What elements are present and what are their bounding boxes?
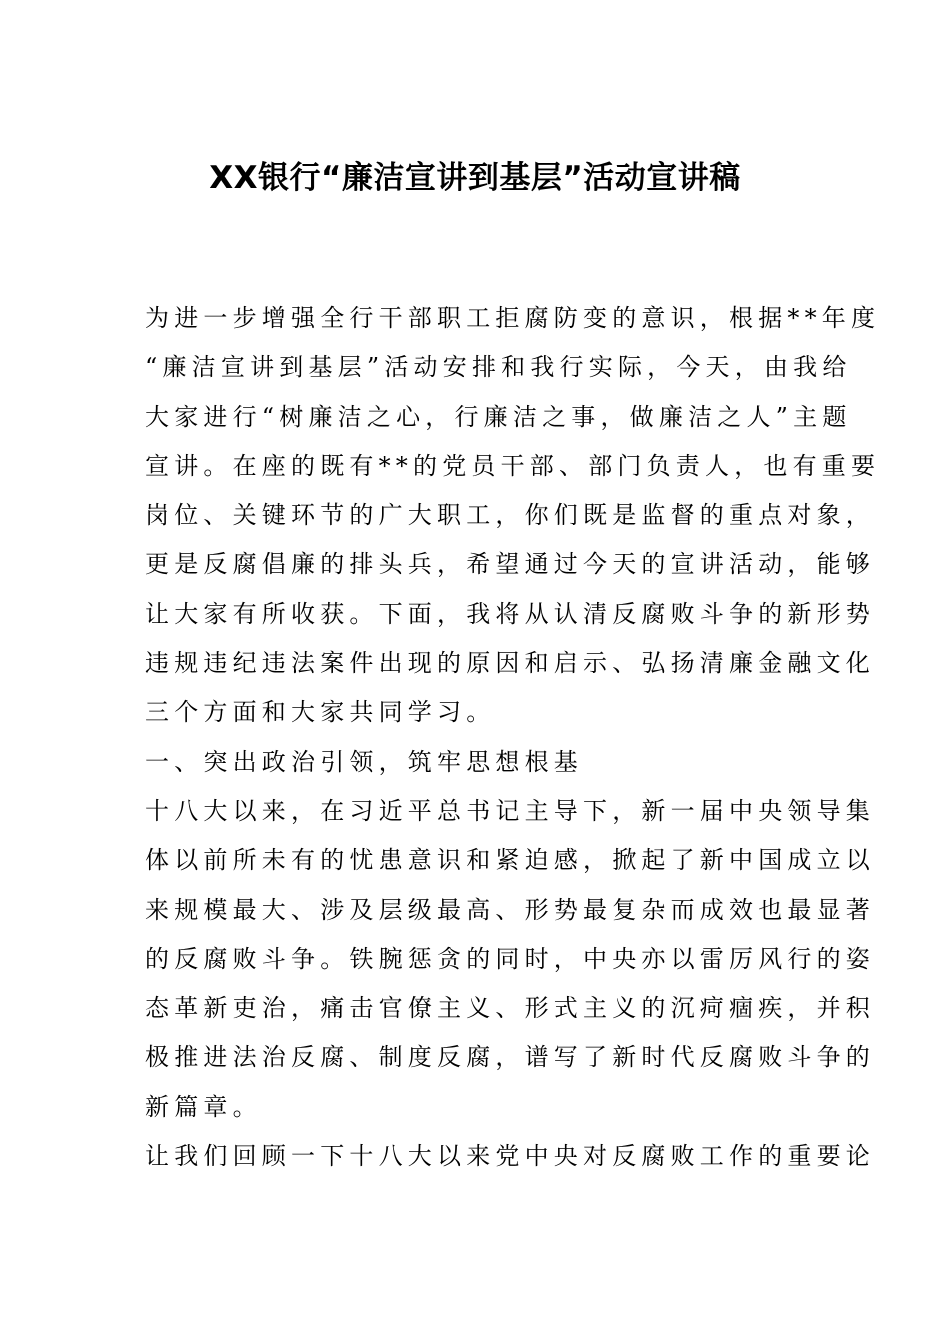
text-line: 极推进法治反腐、制度反腐，谱写了新时代反腐败斗争的 [145, 1043, 875, 1072]
text-line: 大家进行“树廉洁之心，行廉洁之事，做廉洁之人”主题 [145, 402, 852, 431]
text-line: 的反腐败斗争。铁腕惩贪的同时，中央亦以雷厉风行的姿 [145, 944, 875, 973]
text-line: 违规违纪违法案件出现的原因和启示、弘扬清廉金融文化 [145, 649, 875, 678]
text-line: 新篇章。 [145, 1092, 262, 1121]
text-line: 态革新吏治，痛击官僚主义、形式主义的沉疴痼疾，并积 [145, 994, 875, 1023]
text-line: 体以前所未有的忧患意识和紧迫感，掀起了新中国成立以 [145, 846, 875, 875]
document-title: XX银行“廉洁宣讲到基层”活动宣讲稿 [209, 160, 741, 196]
paragraph-section1 [145, 787, 875, 1132]
paragraph-review [145, 1132, 875, 1181]
document-body [145, 294, 881, 1181]
text-line: 十八大以来，在习近平总书记主导下，新一届中央领导集 [145, 796, 875, 825]
text-line: 让大家有所收获。下面，我将从认清反腐败斗争的新形势 [145, 599, 875, 628]
paragraph-intro [145, 294, 881, 738]
text-line: 岗位、关键环节的广大职工，你们既是监督的重点对象， [145, 501, 875, 530]
text-line: “廉洁宣讲到基层”活动安排和我行实际，今天，由我给 [145, 353, 852, 382]
text-line: 三个方面和大家共同学习。 [145, 698, 496, 727]
text-line: 宣讲。在座的既有**的党员干部、部门负责人，也有重要 [145, 451, 881, 480]
section-heading: 一、突出政治引领，筑牢思想根基 [145, 747, 583, 776]
text-line: 为进一步增强全行干部职工拒腐防变的意识，根据**年度 [145, 304, 881, 332]
text-line: 让我们回顾一下十八大以来党中央对反腐败工作的重要论 [145, 1142, 875, 1171]
text-line: 来规模最大、涉及层级最高、形势最复杂而成效也最显著 [145, 895, 875, 924]
text-line: 更是反腐倡廉的排头兵，希望通过今天的宣讲活动，能够 [145, 550, 875, 579]
